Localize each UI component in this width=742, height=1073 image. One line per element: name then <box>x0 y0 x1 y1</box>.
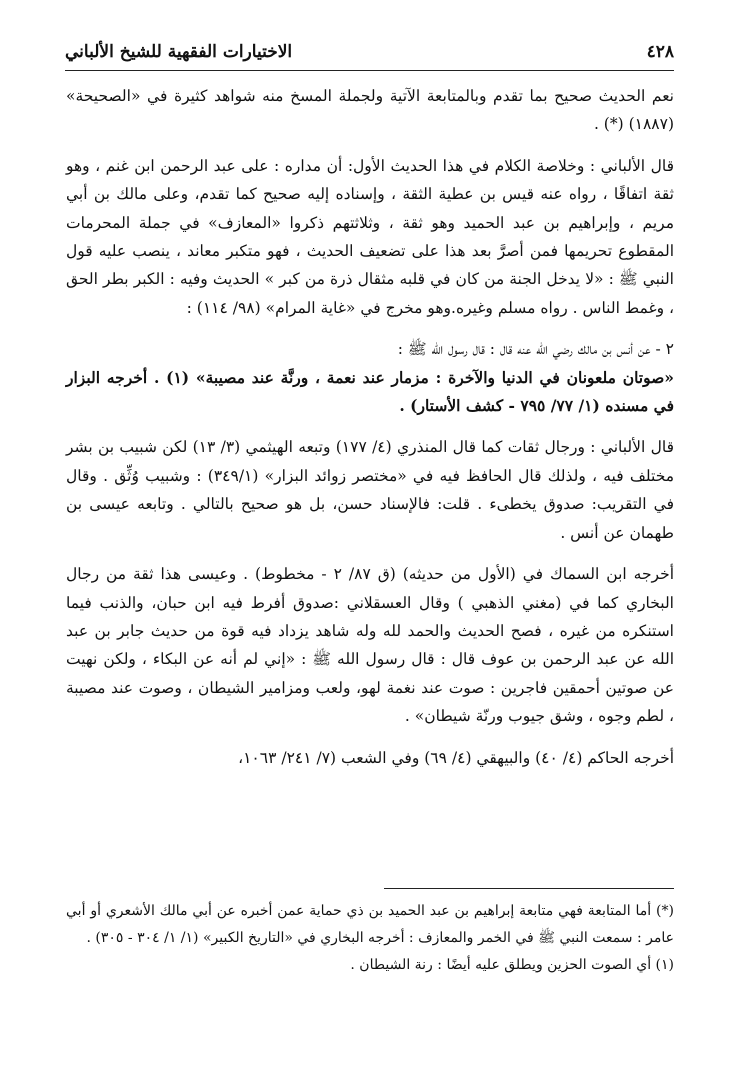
paragraph-albani-conclusion: قال الألباني : وخلاصة الكلام في هذا الحديث الأول: أن مداره : على عبد الرحمن ابن غنم ، وهو ثقة اتفاقًا ، رواه عنه قيس بن عطية الثقة ، وإسناده إليه صحيح كما تقدم، وعلى مالك بن أبي مريم ، وإبراهيم بن عبد الحميد وهو ثقة ، وثلاثتهم ذكروا «المعازف» في جملة المحرمات المقطوع تحريمها فمن أصرَّ بعد هذا على تضعيف الحديث ، فهو متكبر معاند ، ينصب عليه قول النبي ﷺ : «لا يدخل الجنة من كان في قلبه مثقال ذرة من كبر » الحديث وفيه : الكبر بطر الحق ، وغمط الناس . رواه مسلم وغيره.وهو مخرج في «غاية المرام» (٩٨/ ١١٤) : <box>66 156 674 317</box>
footnote-1: (١) أي الصوت الحزين ويطلق عليه أيضًا : رنة الشيطان . <box>350 957 674 973</box>
paragraph-anas-hadith-intro: ٢ - عن أنس بن مالك رضي الله عنه قال : قال رسول الله ﷺ : <box>397 340 674 359</box>
page-number: ٤٢٨ <box>646 42 674 62</box>
running-title: الاختيارات الفقهية للشيخ الألباني <box>65 42 293 62</box>
paragraph-two-voices-hadith: «صوتان ملعونان في الدنيا والآخرة : مزمار عند نعمة ، ورنَّة عند مصيبة» (١) . أخرجه البزار في مسنده (١/ ٧٧/ ٧٩٥ - كشف الأستار) . <box>66 367 674 416</box>
paragraph-ibn-sammak: أخرجه ابن السماك في (الأول من حديثه) (ق ٨٧/ ٢ - مخطوط) . وعيسى هذا ثقة من رجال البخاري كما في (مغني الذهبي ) وقال العسقلاني :صدوق أفرط فيه ابن حبان، والذنب فيما استنكره من غيره ، فصح الحديث والحمد لله وله شاهد يزداد فيه قوة من حديث جابر بن عبد الله عن عبد الرحمن بن عوف قال : قال رسول الله ﷺ : «إني لم أنه عن البكاء ، ولكن نهيت عن صوتين أحمقين فاجرين : صوت عند نغمة لهو، ولعب ومزامير الشيطان ، وصوت عند مصيبة ، لطم وجوه ، وشق جيوب ورنّة شيطان» . <box>66 565 674 726</box>
main-text <box>66 82 674 772</box>
paragraph-albani-narrators: قال الألباني : ورجال ثقات كما قال المنذري (٤/ ١٧٧) وتبعه الهيثمي (٣/ ١٣) لكن شبيب بن بشر مختلف فيه ، ولذلك قال الحافظ فيه في «مختصر زوائد البزار» (٣٤٩/١) : وشبيب وُثِّق . وقال في التقريب: صدوق يخطىء . قلت: فالإسناد حسن، بل هو صحيح بالتالي . وتابعه عيسى بن طهمان عن أنس . <box>66 438 675 542</box>
footnote-star: (*) أما المتابعة فهي متابعة إبراهيم بن عبد الحميد بن ذي حماية عمن أخبره عن أبي مالك الأشعري أو أبي عامر : سمعت النبي ﷺ في الخمر والمعازف : أخرجه البخاري في «التاريخ الكبير» (١/ ١/ ٣٠٤ - ٣٠٥) . <box>66 903 674 946</box>
footnotes <box>66 898 674 979</box>
paragraph-hakim-bayhaqi: أخرجه الحاكم (٤/ ٤٠) والبيهقي (٤/ ٦٩) وفي الشعب (٧/ ٢٤١/ ١٠٦٣، <box>238 748 674 767</box>
footnote-separator <box>384 888 674 889</box>
running-header <box>65 38 674 71</box>
paragraph-hadith-sahih: نعم الحديث صحيح بما تقدم وبالمتابعة الآتية ولجملة المسخ منه شواهد كثيرة في «الصحيحة» (١٨٨٧) (*) . <box>66 87 674 134</box>
